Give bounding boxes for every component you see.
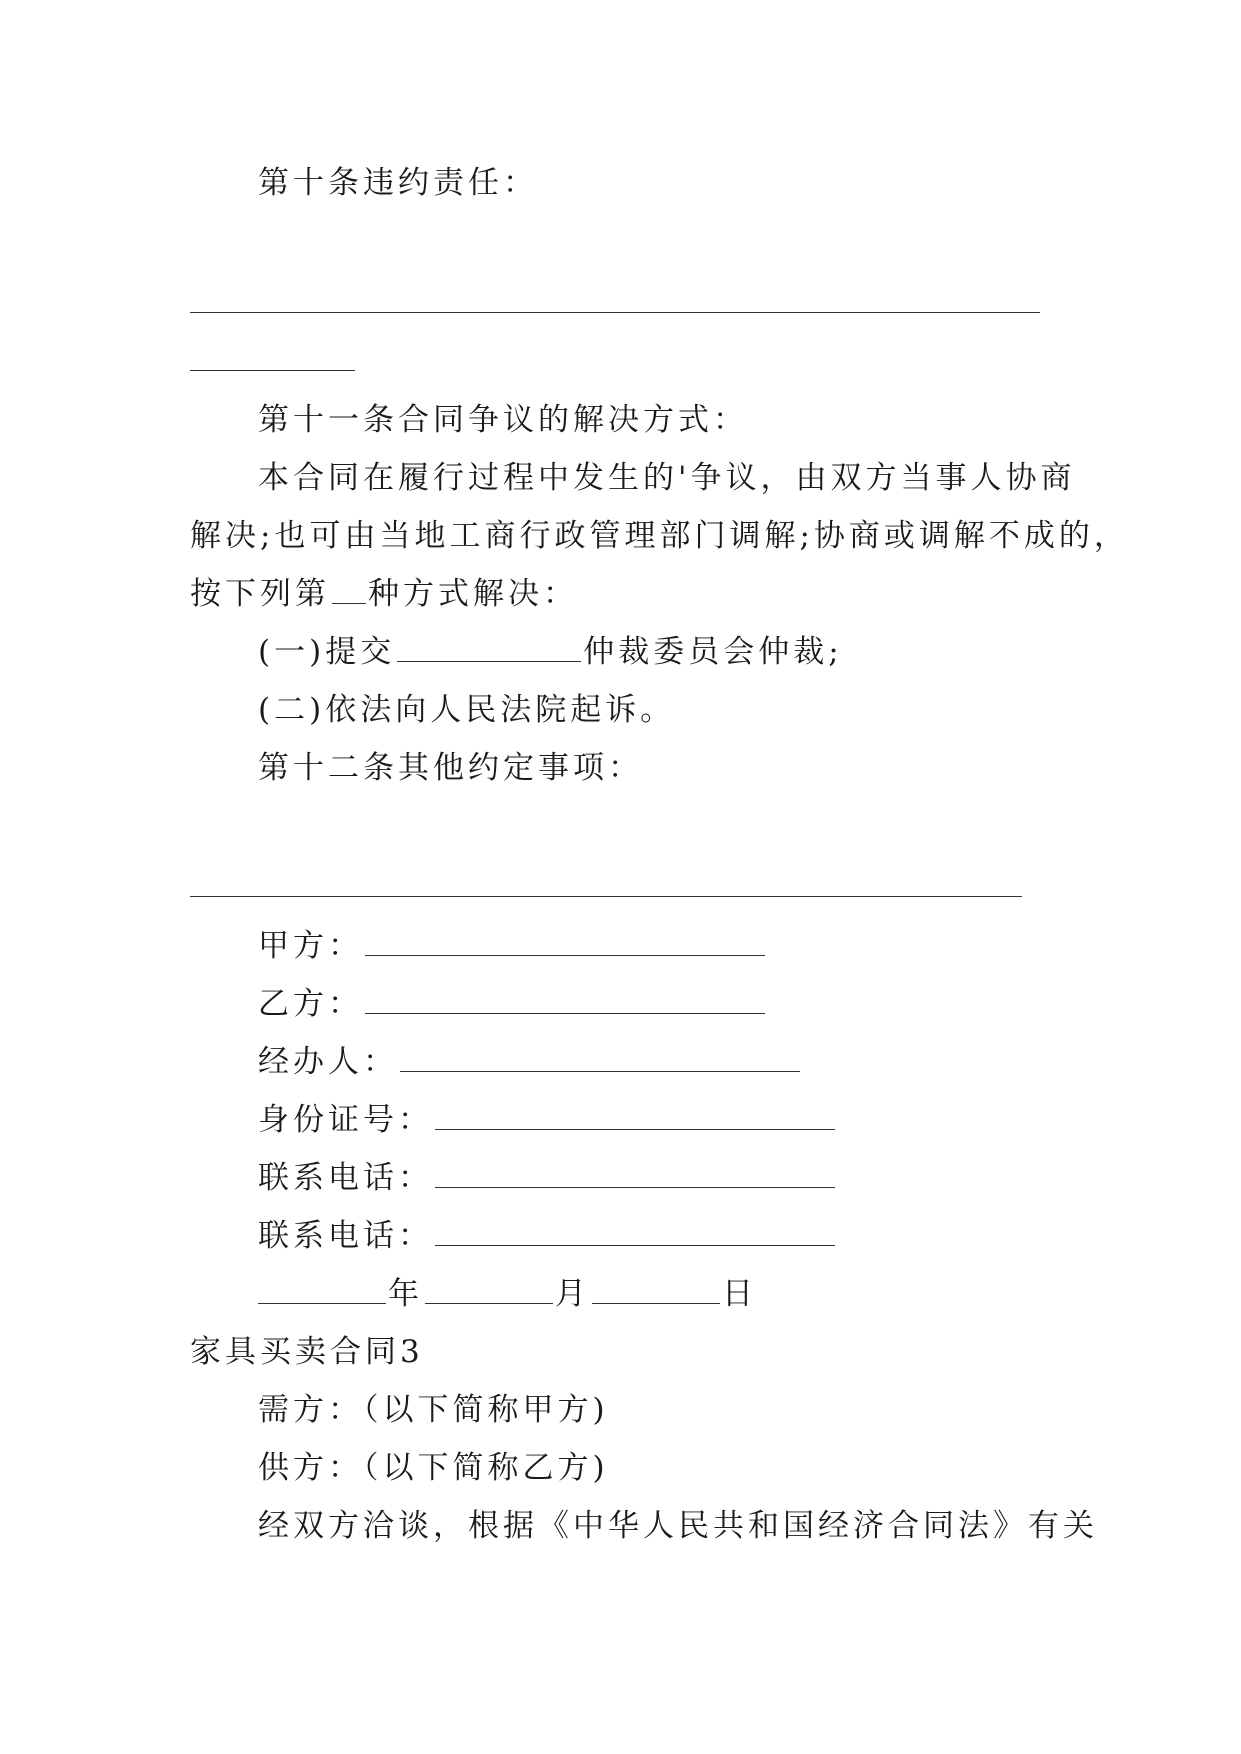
month-field[interactable] [425, 1277, 553, 1304]
phone-label: 联系电话： [258, 1160, 433, 1196]
party-b-label: 乙方： [258, 986, 363, 1022]
blank-line [190, 370, 355, 371]
phone-label: 联系电话： [258, 1218, 433, 1254]
party-a-row [258, 926, 767, 966]
year-field[interactable] [258, 1277, 386, 1304]
id-label: 身份证号： [258, 1102, 433, 1138]
paragraph-line [190, 574, 578, 614]
phone-field[interactable] [435, 1161, 835, 1188]
handler-label: 经办人： [258, 1044, 398, 1080]
phone-row [258, 1158, 837, 1198]
text-segment: (一)提交 [258, 634, 396, 670]
text-segment: 仲裁委员会仲裁; [583, 634, 843, 670]
id-row [258, 1100, 837, 1140]
blank-line [190, 312, 1040, 313]
intro-line: 经双方洽谈，根据《中华人民共和国经济合同法》有关 [258, 1508, 1098, 1544]
party-a-field[interactable] [365, 929, 765, 956]
day-field[interactable] [592, 1277, 720, 1304]
article-11-heading: 第十一条合同争议的解决方式： [258, 402, 748, 438]
article-12-heading: 第十二条其他约定事项： [258, 750, 643, 786]
date-row [258, 1274, 757, 1314]
fill-blank[interactable] [397, 635, 581, 662]
buyer-line: 需方：（以下简称甲方) [258, 1392, 609, 1428]
party-a-label: 甲方： [258, 928, 363, 964]
year-label: 年 [388, 1276, 423, 1312]
id-field[interactable] [435, 1103, 835, 1130]
party-b-row [258, 984, 767, 1024]
month-label: 月 [555, 1276, 590, 1312]
party-b-field[interactable] [365, 987, 765, 1014]
text-segment: 按下列第 [190, 576, 330, 612]
phone-row [258, 1216, 837, 1256]
option-2: (二)依法向人民法院起诉。 [258, 692, 676, 728]
seller-line: 供方：（以下简称乙方) [258, 1450, 609, 1486]
text-segment: 种方式解决： [368, 576, 578, 612]
fill-blank[interactable] [332, 577, 366, 604]
phone-field[interactable] [435, 1219, 835, 1246]
article-10-heading: 第十条违约责任： [258, 165, 538, 201]
handler-field[interactable] [400, 1045, 800, 1072]
blank-line [190, 896, 1022, 897]
paragraph-line: 本合同在履行过程中发生的'争议，由双方当事人协商 [258, 460, 1076, 496]
option-1 [258, 632, 843, 672]
contract-3-title: 家具买卖合同3 [190, 1334, 424, 1370]
paragraph-line: 解决;也可由当地工商行政管理部门调解;协商或调解不成的， [190, 518, 1129, 554]
handler-row [258, 1042, 802, 1082]
day-label: 日 [722, 1276, 757, 1312]
